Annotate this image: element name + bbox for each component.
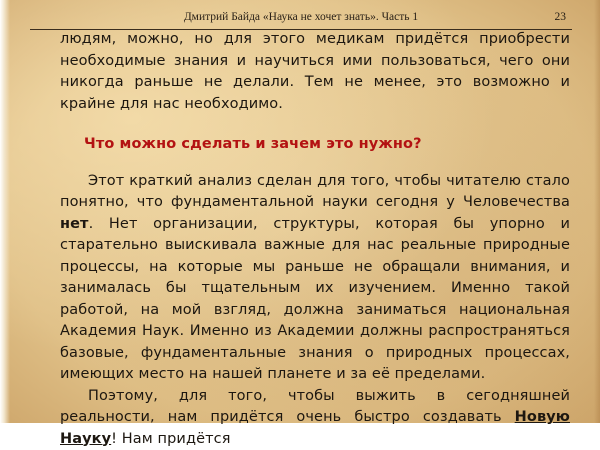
paragraph-analysis [60,171,570,386]
page-right-edge [594,0,600,423]
bold-word-net: нет [60,216,89,232]
paragraph-new-science-text-1: Поэтому, для того, чтобы выжить в сегодняшней реальности, нам придётся очень быстро создавать [60,388,570,426]
paragraph-new-science [60,386,570,450]
paragraph-continued: людям, можно, но для этого медикам придётся приобрести необходимые знания и научиться ими пользоваться, чего они никогда раньше не делали. Тем не менее, это возможно и крайне для нас необходимо. [60,29,570,115]
page-body [60,29,570,450]
section-heading: Что можно сделать и зачем это нужно? [84,134,570,156]
paragraph-new-science-text-2: ! Нам придётся [111,431,230,447]
page-left-edge [0,0,10,423]
running-title: Дмитрий Байда «Наука не хочет знать». Часть 1 [30,11,572,23]
page-number: 23 [555,11,567,23]
running-header [30,11,572,29]
paragraph-analysis-text-2: . Нет организации, структуры, которая бы упорно и старательно выискивала важные для нас реальные природные процессы, на которые мы раньше не обращали внимания, и занималась бы тщательным их изучением. Именно такой работой, на мой взгляд, должна заниматься национальная Академия Наук. Именно из Академии должны распространяться базовые, фундаментальные знания о природных процессах, имеющих место на нашей планете и за её пределами. [60,216,570,383]
underlined-new-science: Новую Науку [60,409,570,447]
paragraph-analysis-text-1: Этот краткий анализ сделан для того, чтобы читателю стало понятно, что фундаментальной науки сегодня у Человечества [60,173,570,211]
